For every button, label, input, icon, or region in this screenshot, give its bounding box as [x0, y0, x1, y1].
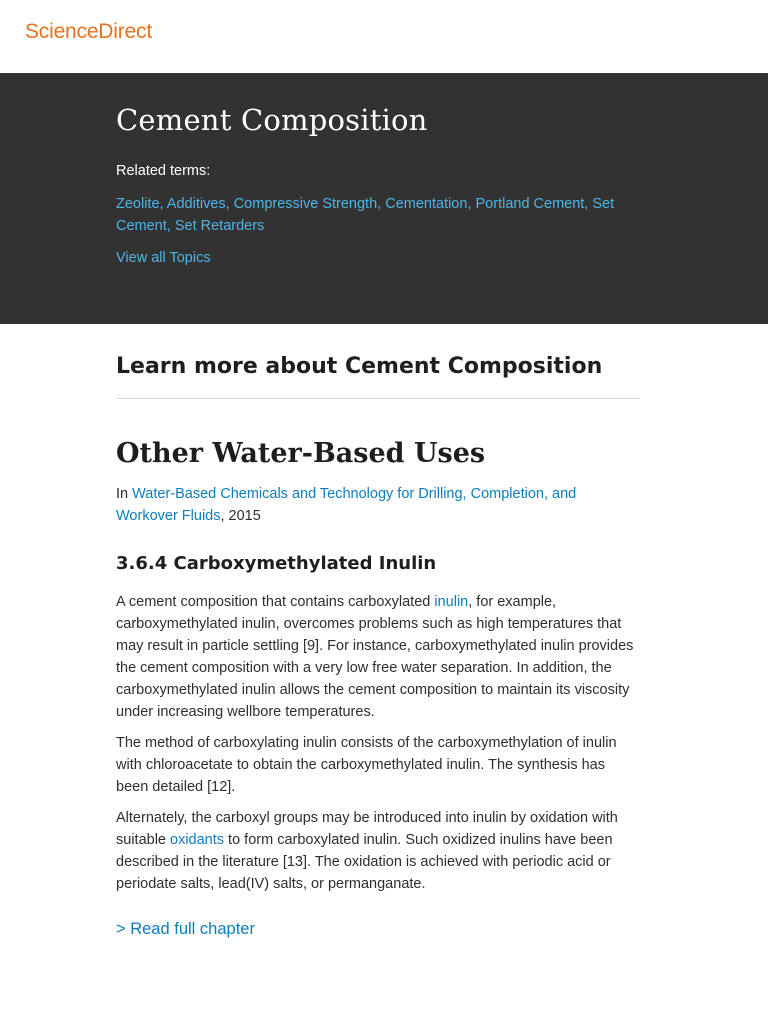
inulin-link[interactable]: inulin: [434, 594, 469, 610]
paragraph-3: Alternately, the carboxyl groups may be introduced into inulin by oxidation with suitable oxidants to form carboxylated inulin. Such oxidized inulins have been described in the literature [13]. The oxidation is achieved with periodic acid or periodate salts, lead(IV) salts, or permanganate.: [116, 810, 618, 892]
learn-more-heading: Learn more about Cement Composition: [116, 354, 603, 379]
source-prefix: In: [116, 486, 129, 502]
term-zeolite[interactable]: Zeolite: [116, 196, 160, 212]
term-portland-cement[interactable]: Portland Cement: [475, 196, 585, 212]
page-title: Cement Composition: [116, 103, 428, 137]
oxidants-link[interactable]: oxidants: [170, 832, 225, 848]
source-book-link[interactable]: Water-Based Chemicals and Technology for Drilling, Completion, and Workover Fluids: [116, 486, 577, 524]
top-bar: [0, 0, 768, 73]
term-set-cement[interactable]: Set Cement: [116, 196, 615, 234]
sciencedirect-logo[interactable]: ScienceDirect: [25, 20, 152, 43]
section-divider: [116, 398, 640, 399]
term-additives[interactable]: Additives: [166, 196, 226, 212]
section-subtitle: 3.6.4 Carboxymethylated Inulin: [116, 553, 437, 574]
view-all-topics-link[interactable]: View all Topics: [116, 250, 211, 266]
term-cementation[interactable]: Cementation: [385, 196, 468, 212]
paragraph-1: A cement composition that contains carboxylated inulin, for example, carboxymethylated inulin, overcomes problems such as high temperatures that may result in particle settling [9]. For instance, carboxymethylated inulin provides the cement composition with a very low free water separation. In addition, the carboxymethylated inulin allows the cement composition to maintain its viscosity under increasing wellbore temperatures.: [116, 594, 634, 720]
term-compressive-strength[interactable]: Compressive Strength: [233, 196, 378, 212]
chapter-source: [116, 483, 640, 527]
chapter-title: Other Water-Based Uses: [116, 438, 486, 469]
read-full-chapter-link[interactable]: > Read full chapter: [116, 920, 255, 938]
related-terms-label: Related terms:: [116, 163, 211, 179]
term-set-retarders[interactable]: Set Retarders: [174, 218, 265, 234]
related-terms-list: Zeolite, Additives, Compressive Strength, Cementation, Portland Cement, Set Cement, Set Retarders: [116, 196, 615, 234]
paragraph-2: The method of carboxylating inulin consists of the carboxymethylation of inulin with chloroacetate to obtain the carboxymethylated inulin. The synthesis has been detailed [12].: [116, 735, 617, 795]
topic-hero: [0, 73, 768, 324]
source-year: , 2015: [220, 508, 261, 524]
